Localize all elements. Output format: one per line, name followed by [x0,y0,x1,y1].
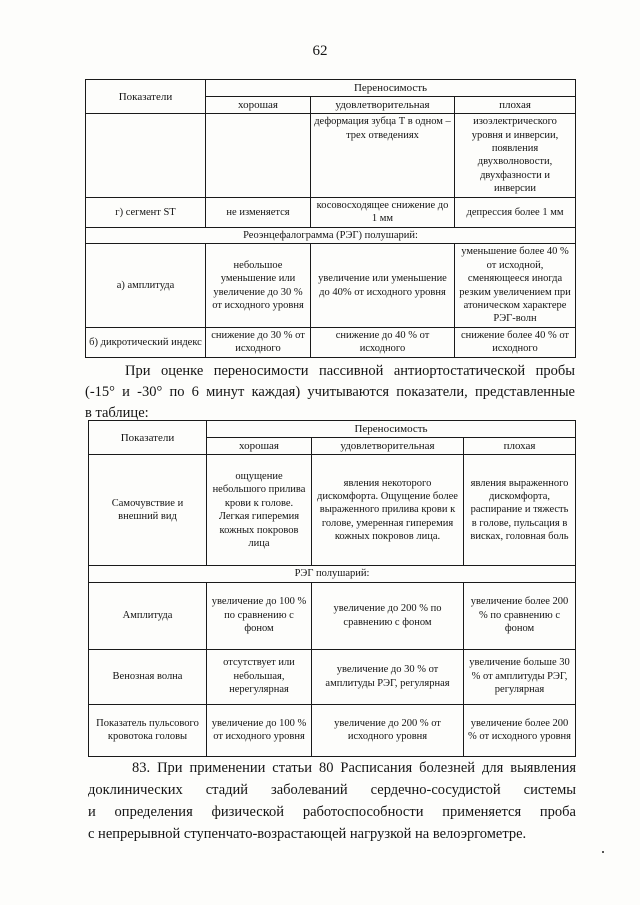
table-row [86,114,576,198]
cell-poor: явления выраженного дискомфорта, распирание и тяжесть в голове, пульсация в висках, головная боль [464,455,576,566]
table-section-row [86,227,576,243]
cell-good: небольшое уменьшение или увеличение до 30 % от исходного уровня [206,244,311,328]
table-row [89,455,576,566]
paragraph-2-line-2: доклинических стадий заболеваний сердечно-сосудистой системы [88,782,576,798]
header-good: хорошая [206,97,311,114]
cell-poor: уменьшение более 40 % от исходной, сменяющееся иногда резким увеличением при атоническом характере РЭГ-волн [455,244,576,328]
paragraph-1-line-1: При оценке переносимости пассивной антиортостатической пробы [125,363,575,379]
cell-indicator: Показатель пульсового кровотока головы [89,704,207,756]
table-row [89,582,576,649]
cell-satisfactory: косовосходящее снижение до 1 мм [311,197,455,227]
cell-indicator: Венозная волна [89,649,207,704]
cell-indicator [86,114,206,198]
cell-good [206,114,311,198]
cell-indicator: Самочувствие и внешний вид [89,455,207,566]
table-row [86,327,576,357]
cell-indicator: Амплитуда [89,582,207,649]
cell-good: снижение до 30 % от исходного [206,327,311,357]
header-tolerance: Переносимость [206,80,576,97]
cell-poor: снижение более 40 % от исходного [455,327,576,357]
cell-good: отсутствует или небольшая, нерегулярная [207,649,312,704]
cell-satisfactory: явления некоторого дискомфорта. Ощущение более выраженного прилива крови к голове, умеренная гиперемия кожных покровов лица. [312,455,464,566]
section-reg: Реоэнцефалограмма (РЭГ) полушарий: [86,227,576,243]
cell-indicator: г) сегмент ST [86,197,206,227]
header-indicator: Показатели [86,80,206,114]
cell-good: увеличение до 100 % от исходного уровня [207,704,312,756]
cell-poor: депрессия более 1 мм [455,197,576,227]
scan-speck [602,851,604,853]
header-poor: плохая [464,438,576,455]
cell-satisfactory: снижение до 40 % от исходного [311,327,455,357]
cell-poor: увеличение больше 30 % от амплитуды РЭГ, регулярная [464,649,576,704]
cell-good: не изменяется [206,197,311,227]
cell-poor: изоэлектрического уровня и инверсии, появления двухволновости, двухфазности и инверсии [455,114,576,198]
cell-poor: увеличение более 200 % от исходного уровня [464,704,576,756]
paragraph-1-line-2: (-15° и -30° по 6 минут каждая) учитываются показатели, представленные [85,384,575,400]
tolerance-table-2 [88,420,576,757]
paragraph-2-line-1: 83. При применении статьи 80 Расписания болезней для выявления [132,760,576,776]
header-poor: плохая [455,97,576,114]
paragraph-1-line-3: в таблице: [85,405,149,421]
paragraph-2-line-3: и определения физической работоспособности применяется проба [88,804,576,820]
header-satisfactory: удовлетворительная [312,438,464,455]
table-row [89,704,576,756]
paragraph-2-line-4: с непрерывной ступенчато-возрастающей нагрузкой на велоэргометре. [88,826,527,842]
cell-good: ощущение небольшого прилива крови к голове. Легкая гиперемия кожных покровов лица [207,455,312,566]
header-satisfactory: удовлетворительная [311,97,455,114]
cell-indicator: б) дикротический индекс [86,327,206,357]
cell-indicator: а) амплитуда [86,244,206,328]
cell-satisfactory: увеличение или уменьшение до 40% от исходного уровня [311,244,455,328]
cell-satisfactory: увеличение до 200 % по сравнению с фоном [312,582,464,649]
header-tolerance: Переносимость [207,421,576,438]
table-row [86,244,576,328]
cell-poor: увеличение более 200 % по сравнению с фоном [464,582,576,649]
tolerance-table-1 [85,79,576,358]
cell-good: увеличение до 100 % по сравнению с фоном [207,582,312,649]
section-reg: РЭГ полушарий: [89,566,576,582]
table-row [86,197,576,227]
cell-satisfactory: деформация зубца Т в одном – трех отведениях [311,114,455,198]
cell-satisfactory: увеличение до 30 % от амплитуды РЭГ, регулярная [312,649,464,704]
cell-satisfactory: увеличение до 200 % от исходного уровня [312,704,464,756]
header-indicator: Показатели [89,421,207,455]
table-section-row [89,566,576,582]
table-row [89,649,576,704]
header-good: хорошая [207,438,312,455]
page-number: 62 [312,43,328,59]
